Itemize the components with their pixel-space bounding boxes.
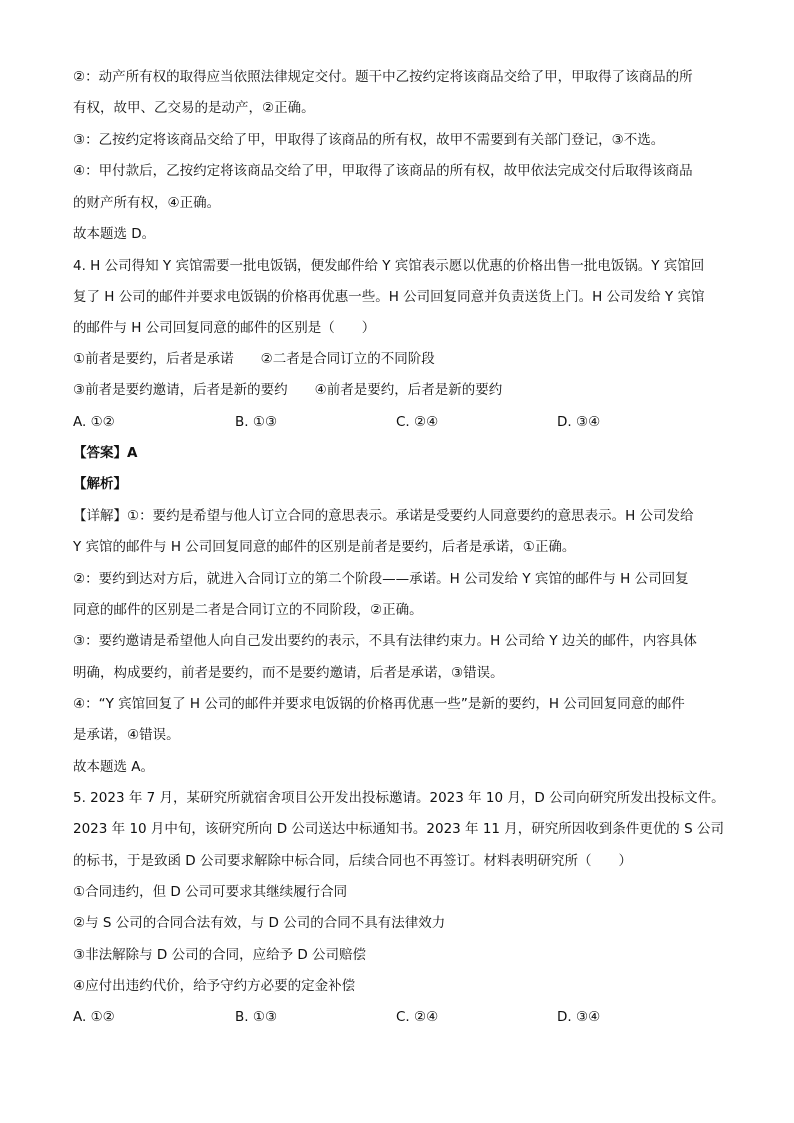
- explanation-line: 同意的邮件的区别是二者是合同订立的不同阶段，②正确。: [73, 602, 423, 618]
- option-a: A. ①②: [73, 1009, 115, 1025]
- explanation-line: ④：“Y 宾馆回复了 H 公司的邮件并要求电饭锅的价格再优惠一些”是新的要约，H 公司回复同意的邮件: [73, 696, 685, 712]
- option-d: D. ③④: [557, 1009, 601, 1025]
- text-line: ④：甲付款后，乙按约定将该商品交给了甲，甲取得了该商品的所有权，故甲依法完成交付后取得该商品: [73, 163, 693, 179]
- question-5-statement: ④应付出违约代价，给予守约方必要的定金补偿: [73, 978, 356, 994]
- option-b: B. ①③: [235, 1009, 278, 1025]
- text-line: 的财产所有权，④正确。: [73, 195, 221, 211]
- explanation-line: ②：要约到达对方后，就进入合同订立的第二个阶段——承诺。H 公司发给 Y 宾馆的邮件与 H 公司回复: [73, 571, 689, 587]
- question-4-stem: 4. H 公司得知 Y 宾馆需要一批电饭锅，便发邮件给 Y 宾馆表示愿以优惠的价格出售一批电饭锅。Y 宾馆回: [73, 258, 705, 274]
- explanation-line: 故本题选 A。: [73, 759, 155, 775]
- question-4-stem: 复了 H 公司的邮件并要求电饭锅的价格再优惠一些。H 公司回复同意并负责送货上门。H 公司发给 Y 宾馆: [73, 289, 705, 305]
- question-5-statement: ①合同违约，但 D 公司可要求其继续履行合同: [73, 884, 348, 900]
- text-line: ②：动产所有权的取得应当依照法律规定交付。题干中乙按约定将该商品交给了甲，甲取得了该商品的所: [73, 69, 693, 85]
- question-5-statement: ②与 S 公司的合同合法有效，与 D 公司的合同不具有法律效力: [73, 915, 446, 931]
- explanation-line: ③：要约邀请是希望他人向自己发出要约的表示，不具有法律约束力。H 公司给 Y 边关的邮件，内容具体: [73, 633, 697, 649]
- analysis-label: 【解析】: [73, 476, 127, 492]
- question-5-stem: 的标书，于是致函 D 公司要求解除中标合同，后续合同也不再签订。材料表明研究所（ ）: [73, 853, 632, 869]
- text-line: 故本题选 D。: [73, 226, 156, 242]
- question-4-statements: ③前者是要约邀请，后者是新的要约 ④前者是要约，后者是新的要约: [73, 382, 503, 398]
- option-b: B. ①③: [235, 414, 278, 430]
- option-c: C. ②④: [396, 414, 439, 430]
- question-4-statements: ①前者是要约，后者是承诺 ②二者是合同订立的不同阶段: [73, 351, 435, 367]
- explanation-line: 【详解】①：要约是希望与他人订立合同的意思表示。承诺是受要约人同意要约的意思表示。H 公司发给: [73, 508, 694, 524]
- option-a: A. ①②: [73, 414, 115, 430]
- question-5-stem: 2023 年 10 月中旬，该研究所向 D 公司送达中标通知书。2023 年 11 月，研究所因收到条件更优的 S 公司: [73, 821, 724, 837]
- question-5-stem: 5. 2023 年 7 月，某研究所就宿舍项目公开发出投标邀请。2023 年 10 月，D 公司向研究所发出投标文件。: [73, 790, 725, 806]
- question-4-stem: 的邮件与 H 公司回复同意的邮件的区别是（ ）: [73, 320, 376, 336]
- explanation-line: 是承诺，④错误。: [73, 727, 180, 743]
- answer-label: 【答案】A: [73, 445, 138, 461]
- option-d: D. ③④: [557, 414, 601, 430]
- question-5-statement: ③非法解除与 D 公司的合同，应给予 D 公司赔偿: [73, 947, 367, 963]
- explanation-line: Y 宾馆的邮件与 H 公司回复同意的邮件的区别是前者是要约，后者是承诺，①正确。: [73, 539, 576, 555]
- explanation-line: 明确，构成要约，前者是要约，而不是要约邀请，后者是承诺，③错误。: [73, 665, 504, 681]
- text-line: 有权，故甲、乙交易的是动产，②正确。: [73, 100, 315, 116]
- option-c: C. ②④: [396, 1009, 439, 1025]
- text-line: ③：乙按约定将该商品交给了甲，甲取得了该商品的所有权，故甲不需要到有关部门登记，③不选。: [73, 132, 665, 148]
